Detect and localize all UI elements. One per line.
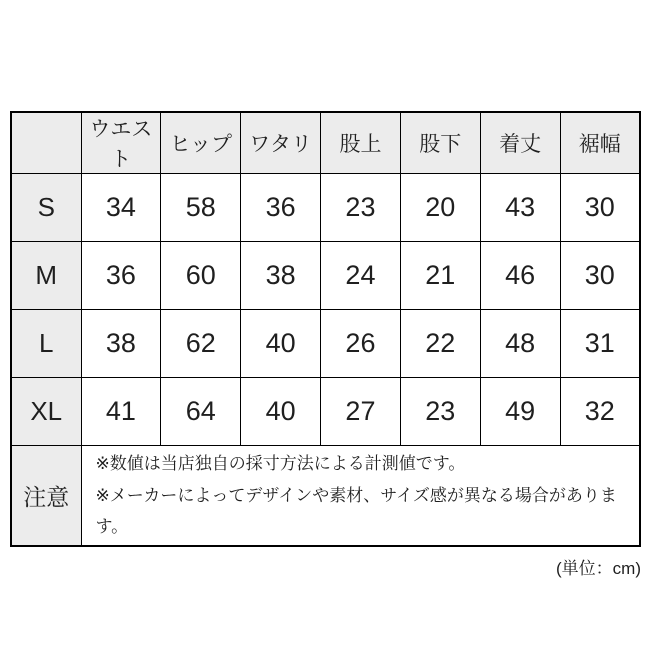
note-cell — [81, 446, 640, 546]
size-chart — [10, 111, 641, 579]
column-header-length: 着丈 — [480, 112, 560, 174]
cell-s-rise: 23 — [321, 174, 401, 242]
cell-m-length: 46 — [480, 242, 560, 310]
cell-l-waist: 38 — [81, 310, 161, 378]
cell-l-thigh: 40 — [241, 310, 321, 378]
column-header-waist: ウエスト — [81, 112, 161, 174]
cell-xl-rise: 27 — [321, 378, 401, 446]
cell-s-hem-width: 30 — [560, 174, 640, 242]
header-row — [11, 112, 640, 174]
size-table — [10, 111, 641, 547]
cell-s-waist: 34 — [81, 174, 161, 242]
cell-xl-hem-width: 32 — [560, 378, 640, 446]
cell-s-hip: 58 — [161, 174, 241, 242]
unit-label: (単位：cm) — [556, 558, 641, 578]
column-header-hem-width: 裾幅 — [560, 112, 640, 174]
cell-m-rise: 24 — [321, 242, 401, 310]
cell-m-inseam: 21 — [400, 242, 480, 310]
cell-xl-inseam: 23 — [400, 378, 480, 446]
cell-l-rise: 26 — [321, 310, 401, 378]
size-label-xl: XL — [11, 378, 81, 446]
table-row-xl — [11, 378, 640, 446]
cell-m-thigh: 38 — [241, 242, 321, 310]
column-header-thigh: ワタリ — [241, 112, 321, 174]
cell-xl-length: 49 — [480, 378, 560, 446]
cell-l-hem-width: 31 — [560, 310, 640, 378]
corner-cell — [11, 112, 81, 174]
cell-m-hip: 60 — [161, 242, 241, 310]
cell-l-hip: 62 — [161, 310, 241, 378]
note-line-2: ※メーカーによってデザインや素材、サイズ感が異なる場合があります。 — [95, 485, 617, 536]
column-header-hip: ヒップ — [161, 112, 241, 174]
table-row-s — [11, 174, 640, 242]
cell-s-thigh: 36 — [241, 174, 321, 242]
note-line-1: ※数値は当店独自の採寸方法による計測値です。 — [95, 454, 466, 474]
cell-xl-hip: 64 — [161, 378, 241, 446]
size-label-l: L — [11, 310, 81, 378]
cell-l-inseam: 22 — [400, 310, 480, 378]
size-label-s: S — [11, 174, 81, 242]
table-row-m — [11, 242, 640, 310]
note-row — [11, 446, 640, 546]
cell-l-length: 48 — [480, 310, 560, 378]
cell-xl-thigh: 40 — [241, 378, 321, 446]
column-header-rise: 股上 — [321, 112, 401, 174]
cell-s-inseam: 20 — [400, 174, 480, 242]
cell-m-waist: 36 — [81, 242, 161, 310]
column-header-inseam: 股下 — [400, 112, 480, 174]
note-label: 注意 — [11, 446, 81, 546]
cell-xl-waist: 41 — [81, 378, 161, 446]
cell-m-hem-width: 30 — [560, 242, 640, 310]
table-row-l — [11, 310, 640, 378]
cell-s-length: 43 — [480, 174, 560, 242]
size-label-m: M — [11, 242, 81, 310]
